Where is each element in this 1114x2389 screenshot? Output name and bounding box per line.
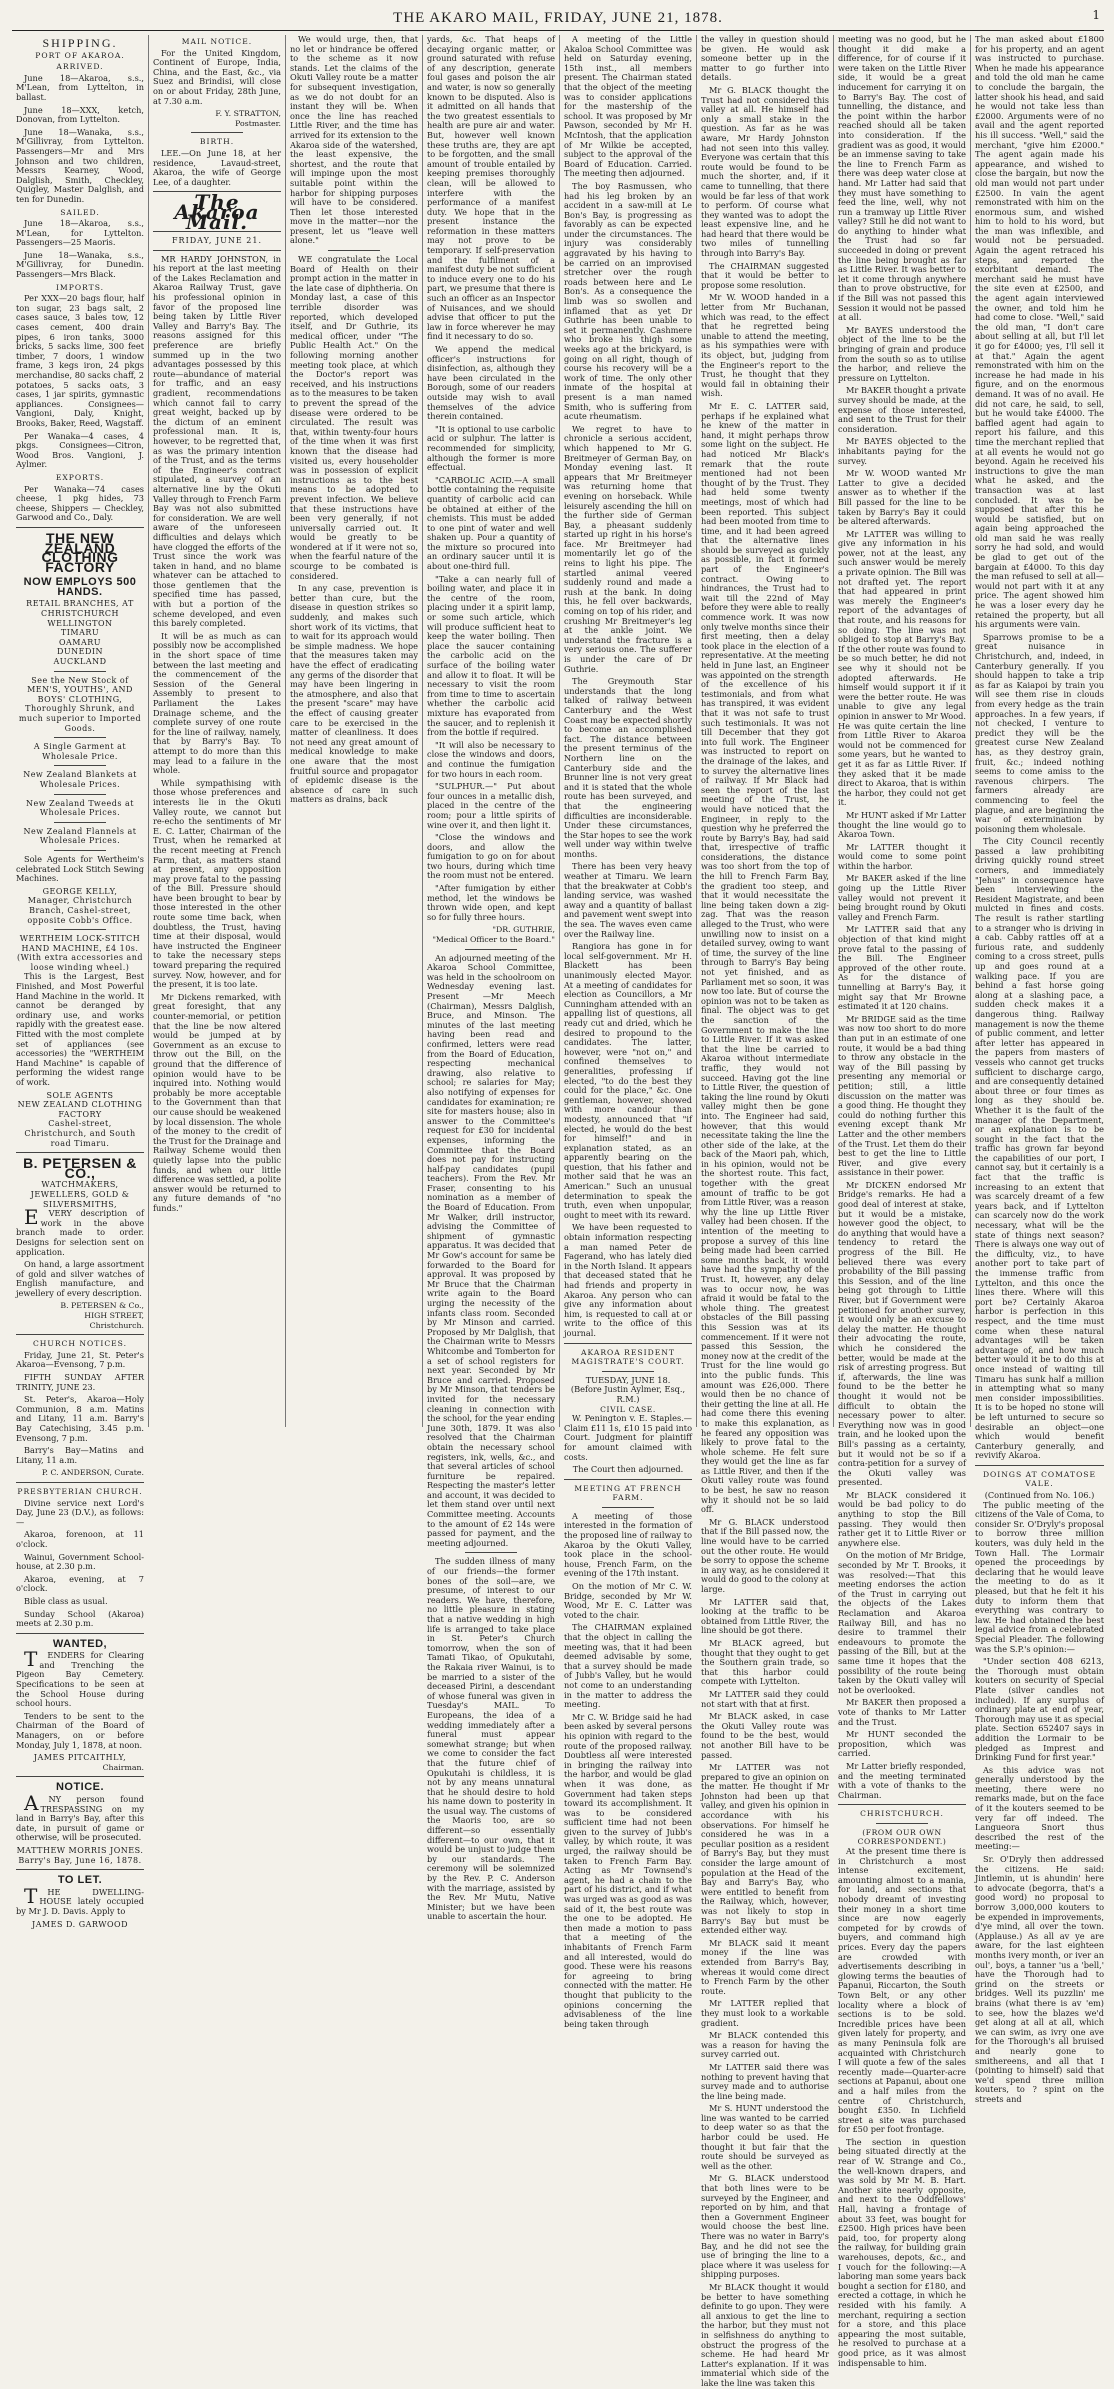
divider [54,850,105,851]
birth-notice: LEE.—On June 18, at her residence, Lavaud-street, Akaroa, the wife of George Lee, of a daughter. [153,147,281,187]
clothing-stock: See the New Stock of MEN'S, YOUTHS', AND BOYS' CLOTHING, [27,675,133,704]
tolet-body: THE DWELLING-HOUSE lately occupied by Mr J. D. Davis. Apply to [16,1883,144,1916]
port-heading: PORT OF AKAROA. [35,50,125,60]
divider [838,1804,966,1805]
presby-line-3: Wainui, Government School-house, at 2.30 p.m. [16,1551,144,1572]
court-date: TUESDAY, JUNE 18. [585,1374,671,1385]
col8-p2: Sparrows promise to be a great nuisance in Christchurch, and, indeed, in Canterbury generally. If you should happen to take a trip as far as Kaiapoi by train you will see them rise in clouds from every hedge as the train approaches. In a few years, if not checked, I venture to predict they will be the greatest curse New Zealand has, as they destroy grain, fruit, &c.; indeed nothing seems to come amiss to the ravenous chirpers. The farmers already are commencing to feel the plague, and are beginning the war of extermination by poisoning them wholesale. [975,631,1104,834]
petersen-city: Christchurch. [89,1320,144,1330]
col7-p3: Mr BAKER thought a private survey should be made, at the expense of those interested, and sent to the Trust for their consideration. [838,385,966,434]
column-5 [560,34,697,2029]
col6-p12: Mr BLACK said it meant money if the line was extended from Barry's Bay, whereas it would come direct to French Farm by the other route. [701,1937,829,1996]
tolet-signature: JAMES D. GARWOOD [31,1919,129,1929]
ff-meeting-title: MEETING AT FRENCH FARM. [574,1483,682,1503]
col4-p4: "CARBOLIC ACID.—A small bottle containing the requisite quantity of carbolic acid can be obtained at either of the chemists. This must be added to one pint of water and well shaken up. Pour a quantity of the mixture so procured into an ordinary saucer until it is about one-third full. [427,474,555,572]
col7-p10: Mr LATTER said that any objection of that kind might prove fatal to the passing of the Bill. The Engineer approved of the other route. As for the distance of tunnelling at Barry's Bay, it might say that Mr Browne estimated it at 120 chains. [838,924,966,1012]
court-before: (Before Justin Aylmer, Esq., R.M.) [570,1384,686,1404]
branch-2: WELLINGTON [47,618,113,628]
postmaster-name: F. Y. STRATTON, [215,109,281,119]
divider [465,949,516,950]
editorial-p6: WE congratulate the Local Board of Health on their prompt action in the matter in the late case of diphtheria. On Monday last, a case of this terrible disorder was reported, which developed itself, and Dr Guthrie, its medical officer, under "The Public Health Act." On the following morning another meeting took place, at which the Doctor's report was received, and his instructions as to the measures to be taken to prevent the spread of the disease were ordered to be circulated. The result was that, within twenty-four hours of the time when it was first known that the disease had visited us, every householder was in possession of explicit instructions as to the best means to be adopted to prevent infection. We believe that these instructions have been very generally, if not universally carried out. It would be greatly to be wondered at if it were not so, when the fearful nature of the scourge to be combated is considered. [290,254,418,581]
divider [54,671,105,672]
divider [328,250,379,251]
mail-notice-body: For the United Kingdom, Continent of Europe, India, China, and the East, &c., via Suez and Brindisi, will close on or about Friday, 28th June, at 7.30 a.m. [153,47,281,106]
presby-line-4: Akaroa, evening, at 7 o'clock. [16,1573,144,1594]
sailing-2: June 18—Wanaka, s.s., M'Gillivray, for Dunedin. Passengers—Mrs Black. [16,249,144,280]
sailed-heading: SAILED. [60,207,100,217]
col7-p6: Mr LATTER was willing to give any information in his power, not at the least, any such answer would be merely a private opinion. The Bill was not drafted yet. The report that had appeared in print was merely the Engineer's report of the advantages of that route, and his reasons for so doing. The line was not obliged to stop at Barry's Bay. If the other route was found to be so much better, he did not see why it should not be adopted afterwards. He himself would support it if it were the better route. He was unable to give any legal opinion in answer to Mr Wood. He was quite certain the line from Little River to Akaroa would not be commenced for some years, but he wanted to get it as far as Little River. If they asked that it be made direct to Akaroa, that is within the harbor, they could not get it. [838,528,966,808]
wertheim-body: This is the Largest, Best Finished, and Most Powerful Hand Machine in the world. It cannot be deranged by ordinary use, and works rapidly with the greatest ease. Fitted with the most complete set of appliances (see accessories) the "WERTHEIM Hand Machine" is capable of performing the widest range of work. [16,971,144,1087]
col7-p17: Mr Latter briefly responded, and the meeting terminated with a vote of thanks to the Chairman. [838,1760,966,1800]
col7-p5: Mr W. WOOD wanted Mr Latter to give a decided answer as to whether if the Bill passed for the line to be taken by Barry's Bay it could be altered afterwards. [838,468,966,527]
presby-line-6: Sunday School (Akaroa) meets at 2.30 p.m. [16,1608,144,1629]
notice-title: NOTICE. [55,1781,105,1794]
col7-p8: Mr LATTER thought it would come to some point within the harbor. [838,841,966,871]
tolet-title: TO LET. [57,1874,103,1887]
imports-heading: IMPORTS. [55,282,105,292]
manager-address: Manager, Christchurch Branch, Cashel-street, opposite Cobb's Office. [27,896,133,925]
col7-p13: Mr BLACK considered it would be bad policy to do anything to stop the Bill passing. They would then rather get it to Little River or anywhere else. [838,1489,966,1548]
sole-agents-heading: SOLE AGENTS [46,1090,114,1100]
exports-1: Per Wanaka—74 cases cheese, 1 pkg hides, 73 cheese, Shippers — Checkley, Garwood and Co., Daly. [16,483,144,523]
mail-notice-title: MAIL NOTICE. [181,37,253,46]
wanted-body-2: Tenders to be sent to the Chairman of the Board of Managers, on or before Monday, July 1, 1878, at noon. [16,1710,144,1750]
col6-p8: Mr BLACK agreed, but thought that they ought to get the Southern grain trade, so that this harbor could compete with Lyttelton. [701,1637,829,1687]
col6-p9: Mr LATTER said they could not start with that at first. [701,1688,829,1709]
divider [54,929,105,930]
arrival-1: June 18—Akaroa, s.s., M'Lean, from Lyttelton, in ballast. [16,72,144,102]
court-adjourned: The Court then adjourned. [572,1464,684,1475]
col5-p5: There has been very heavy weather at Timaru. We learn that the breakwater at Cobb's landing service, was washed away and a quantity of ballast and pavement went swept into the sea. The waves even came over the Railway line. [564,861,692,939]
col4-p11: The sudden illness of many of our friends—the former bones of the soil—are, we presume, of interest to our readers. We have, therefore, no little pleasure in stating that a native wedding in high life is arranged to take place in St. Peter's Church tomorrow, when the son of Tamati Tikao, of Opukutahi, the Rakaia river Wainui, is to be married to a sister of the deceased Pirini, a descendant of whose funeral was given in Tuesday's MAIL. To Europeans, the idea of a wedding immediately after a funeral must appear somewhat strange; but when we come to consider the fact that the future chief of Opukutahi is childless, it is not by any means unnatural that he should desire to hold his name down to posterity in the usual way. The customs of the Maoris too, are so different—so essentially different—to our own, that it would be unjust to judge them by our standards. The ceremony will be solemnized by the Rev. P. C. Anderson with the marriage, assisted by the Rev. Mr Mutu, Native Minister; but we have been unable to ascertain the hour. [427,1556,555,1922]
christchurch-title: CHRISTCHURCH. [860,1809,944,1819]
petersen-title: B. PETERSEN & CO., [23,1155,137,1181]
birth-heading: BIRTH. [199,137,235,147]
divider [16,1869,144,1870]
clothing-stock-2: Thoroughly Shrunk, and much superior to Imported Goods. [18,704,142,733]
col5-p2: The boy Rasmussen, who had his leg broken by an accident in a saw-mill at Le Bon's Bay, is progressing as favorably as can be expected under the circumstances. The injury was considerably aggravated by his having to be carried on an improvised stretcher over the rough roads between here and Le Bon's. As a consequence the limb was so swollen and inflamed that as yet Dr Guthrie has been unable to set it permanently. Cashmere who broke his thigh some weeks ago at the brickyard, is going on all right, though of course his recovery will be a work of time. The only other inmate of the hospital at present is a man named Smith, who is suffering from acute rheumatism. [564,180,692,422]
petersen-signature: B. PETERSEN & Co., [60,1301,144,1311]
col6-p18: Mr BLACK thought it would be better to have something definite to go upon. They were all anxious to get the line to the harbor, but they must not in selfishness do anything to obstruct the progress of the scheme. He had heard Mr Latter's explanation. If it was immaterial which side of the lake the line was taken this [701,2281,829,2388]
col7-p9: Mr BAKER asked if the line going up the Little River valley would not prevent it being brought round by Okuti valley and French Farm. [838,873,966,922]
col4-p7: "SULPHUR.—" Put about four ounces in a metallic dish, placed in the centre of the room; pour a little spirits of wine over it, and then light it. [427,781,555,830]
col7-p2: Mr BAYES understood the object of the line to be the bringing of grain and produce from the south so as to utilise the harbor, and relieve the pressure on Lyttelton. [838,324,966,383]
col8-p3: The City Council recently passed a law prohibiting driving quickly round street corners, and immediately "Jehus" in consequence have been interviewing the Resident Magistrate, and been mulcted in fines and costs. The result is rather startling to a stranger who is driving in a cab. Cabby rattles off at a furious rate, and suddenly coming to a cross street, pulls up and goes round at a walking pace. If you are behind a fast horse going along at a slashing pace, a sudden check makes it a dangerous thing. Railway management is now the theme of public comment, and letter after letter has appeared in the papers from masters of vessels who cannot get trucks sufficient to discharge cargo, and are consequently detained about three or four times as long as they should be. Whether it is the fault of the manager of the Department, or an explanation is to be sought in the fact that the traffic has grown far beyond the capabilities of our port, I cannot say, but it certainly is a fact that the traffic is increasing to an extent that was scarcely dreamt of a few years back, and if Lyttelton can scarcely now do the work necessary, what will be the state of things next season? There is always one way out of the difficulty, viz., to have another port to take part of the immense traffic from Lyttelton, and this once the lines there. Where will this port be? Certainly Akaroa harbor is perfection in this respect, and the time must come when these natural advantages will be taken advantage of, and how much better would it be to do this at once instead of waiting till Timaru has sunk half a million in attempting what so many men consider impossibilities. It is to be hoped no stone will be left unturned to secure so desirable an object—one which would benefit Canterbury generally, and revivify Akaroa. [975,836,1104,1461]
branch-4: OAMARU [58,637,102,647]
branch-5: DUNEDIN [56,647,104,657]
col5-p6: Rangiora has gone in for local self-government. Mr H. Blackett has been unanimously elected Mayor. At a meeting of candidates for election as Councillors, a Mr Cunningham attended with an appalling list of questions, all ready cut and dried, which he desired to propound to the candidates. The latter, however, were "not on," and confined themselves to generalities, professing if elected, "to do the best they could for the place," &c. One gentleman, however, showed with more candour than modesty, announced that "if elected, he would do the best for himself!" and in explanation stated, as an apparently bearing on the question, that his father and mother said that he was an American." Such an unusual determination to speak the truth, even when unpopular, ought to meet with its reward. [564,941,692,1220]
arrival-2: June 18—XXX, ketch, Donovan, from Lyttelton. [16,104,144,125]
postmaster-role: Postmaster. [235,118,281,128]
col7-p12: Mr DICKEN endorsed Mr Bridge's remarks. He had a good deal of interest at stake, but it would be a mistake, however good the object, to do anything that would have a tendency to retard the progress of the Bill. He believed there was every probability of the Bill passing this Session, and of the line being got through to Little River, but if Government were petitioned for another survey, it would only be an excuse to delay the matter. He thought their advocating the route, which he considered the better, would be made at the risk of arresting progress. But if, afterwards, the line was found to be the better he thought it would not be difficult to obtain the necessary power to alter. Everything now was in good train, and he looked upon the Bill's passing as a certainty, but it would not be so if a contra-petition for a survey of the Okuti valley was presented. [838,1179,966,1488]
col7-p14: On the motion of Mr Bridge, seconded by Mr T. Brooks, it was resolved:—That this meeting endorses the action of the Trust in carrying out the objects of the Lakes Reclamation and Akaroa Railway Bill, and has no desire to trammel their endeavours to promote the passing of the Bill, but at the same time it hopes that the possibility of the route being taken by the Okuti valley will not be overlooked. [838,1550,966,1695]
col6-p2: Mr G. BLACK thought the Trust had not considered this valley at all. He himself had only a small stake in the question. As far as he was aware, Mr Hardy Johnston had not seen into this valley. Everyone was certain that this route would be found to be much the shorter, and, if it came to tunnelling, that there would be far less of that work to perform. Of course what they wanted was to adopt the least expensive line, and he had heard that there would be two miles of tunnelling through into Barry's Bay. [701,84,829,259]
wanted-title: WANTED, [52,1637,108,1650]
column-1 [12,35,149,1929]
imports-1: Per XXX—20 bags flour, half ton sugar, 23 bags salt, 2 cases sauce, 3 bales tow, 12 cases cement, 400 drain pipes, 6 iron tanks, 3000 bricks, 5 sacks lime, 300 feet timber, 7 doors, 1 window frame, 3 kegs iron, 24 pkgs merchandise, 80 sacks chaff, 2 potatoes, 5 sacks oats, 3 cases, 1 jar spirits, gymnastic appliances. Consignees—Vangioni, Daly, Knight, Brooks, Baker, Reed, Wagstaff. [16,293,144,428]
col7-p16: Mr HUNT seconded the proposition, which was carried. [838,1729,966,1759]
christchurch-sub: (FROM OUR OWN CORRESPONDENT.) [857,1827,947,1847]
col6-p6: Mr G. BLACK understood that if the Bill passed now, the line would have to be carried out the other route. He would be sorry to oppose the scheme in any way, as he considered it would do good to the colony at large. [701,1516,829,1594]
col7-p4: Mr BAYES objected to the inhabitants paying for the survey. [838,436,966,466]
petersen-body-2: On hand, a large assortment of gold and silver watches of English manufacture, and jewellery of every description. [16,1259,144,1298]
arrival-3: June 18—Wanaka, s.s., M'Gillivray, from Lyttelton. Passengers—Mr and Mrs Johnson and two children, Messrs Kearney, Wood, Dalglish, Smith, Checkley, Quigley, Master Dalglish, and ten for Dunedin. [16,126,144,204]
manager-name: GEORGE KELLY, [42,886,118,896]
church-line-1: Friday, June 21, St. Peter's Akaroa—Evensong, 7 p.m. [16,1349,144,1370]
col6-p7: Mr LATTER said that, looking at the traffic to be obtained from Little River, the line should be got there. [701,1596,829,1636]
comatose-sub: (Continued from No. 106.) [984,1490,1095,1501]
comatose-p2: "Under section 408 6213, the Thorough must obtain kouters on security of Special Plate (silver candles not included). If any surplus of ordinary plate at end of year, Thorough may use it as special plate. Section 652407 says in addition the Lormair to be pledged as Imprest and Drinking Fund for first year." [975,1656,1104,1763]
col6-p15: Mr LATTER said there was nothing to prevent having that survey made and to authorise the line being made. [701,2061,829,2101]
church-line-3: St. Peter's, Akaroa—Holy Communion, 8 a.m. Matins and Litany, 11 a.m. Barry's Bay Catechising, 3.45 p.m. Evensong, 7 p.m. [16,1394,144,1443]
col4-p5: "Take a can nearly full of boiling water, and place it in the centre of the room, placing under it a spirit lamp, or some such article, which will produce sufficient heat to keep the water boiling. Then place the saucer containing the carbolic acid on the surface of the boiling water and allow it to float. It will be necessary to visit the room from time to time to ascertain whether the carbolic acid mixture has evaporated from the saucer, and to replenish it from the bottle if required. [427,573,555,738]
col5-p4: The Greymouth Star understands that the long talked of railway between Canterbury and the West Coast may be expected shortly to become an accomplished fact. The distance between the present terminus of the Northern line on the Canterbury side and the Brunner line is not very great and it is stated that the whole route has been surveyed, and that the engineering difficulties are inconsiderable. Under these circumstances, the Star hopes to see the work well under way within twelve months. [564,676,692,859]
branches-heading: RETAIL BRANCHES, AT [26,599,134,609]
divider [876,1823,927,1824]
wertheim-sub: (With extra accessories and loose winding wheel.) [16,953,144,972]
church-line-2: FIFTH SUNDAY AFTER TRINITY, JUNE 23. [16,1372,144,1392]
editorial-p4: Mr Dickens remarked, with great foresight, that any counter-memorial, or petition that the line be now altered would be jumped at by Government as an excuse to throw out the Bill, on the ground that the difference of opinion would have to be inquired into. Nothing would probably be more acceptable to the Government than that our cause should be weakened by local dissension. The whole of the money to the credit of the Trust for the Drainage and Railway Scheme would then quietly lapse into the public funds, and when our little difference was settled, a polite answer would be returned to any future demands of "no funds." [153,991,281,1213]
church-title: CHURCH NOTICES. [32,1339,128,1349]
col7-p11: Mr BRIDGE said as the time was now too short to do more than put in an estimate of one route, it would be a bad thing to throw any obstacle in the way of the Bill passing by presenting any memorial or petition; still, a little discussion on the matter was a good thing. He thought they could do nothing further this evening except thank Mr Latter and the other members of the Trust. Let them do their best to get the line to Little River, and give every assistance in their power. [838,1013,966,1178]
ff-p2: On the motion of Mr C. W. Bridge, seconded by Mr W. Wood, Mr E. C. Latter was voted to the chair. [564,1581,692,1620]
divider [153,250,281,251]
col6-p17: Mr G. BLACK understood that both lines were to be surveyed by the Engineer, and reported on by him, and that then a Government Engineer would choose the best line. There was no water in Barry's Bay, and he did not see the use of bringing the line to a place where it was useless for shipping purposes. [701,2173,829,2280]
column-3 [286,35,423,1427]
christchurch-p1: At the present time there is in Christchurch a most intense excitement, amounting almost to a mania, for land, and sections that nobody dreamt of investing their money in a short time since are now eagerly competed for by crowds of buyers, and command high prices. Every day the papers are crowded with advertisements describing in glowing terms the beauties of Papanui, Riccarton, the South Town Belt, or any other locality where a block of sections is to be sold. Incredible prices have been given lately for property, and as many Peninsula folk are acquainted with Christchurch I will quote a few of the sales recently made—Quarter-acre sections at Papanui, about one and a half miles from the centre of Christchurch, bought £350. In Lichfield street a site was purchased for £50 per foot frontage. [838,1846,966,2135]
col4-p1: yards, &c. That heaps of decaying organic matter, or ground saturated with refuse of any description, generate foul gases and poison the air and water, is now so generally known to be disputed. Also is it admitted on all hands that the two greatest essentials to health are pure air and water. But, however well known these truths are, they are apt to be forgotten, and the small amount of trouble entailed by keeping premises thoroughly clean, will be allowed to interfere with the performance of a manifest duty. We hope that in the present instance the reformation in these matters may not prove to be temporary. If self-preservation and the fulfilment of a manifest duty be not sufficient to induce every one to do his part, we presume that there is such an officer as an Inspector of Nuisances, and we should advise that officer to put the law in force wherever he may find it necessary to do so. [427,34,555,342]
wanted-body: TENDERS for Clearing and Trenching the Pigeon Bay Cemetery. Specifications to be seen at the School House during school hours. [16,1647,144,1709]
col4-p2: We append the medical officer's instructions for disinfection, as, although they have been circulated in the Borough, some of our readers outside may wish to avail themselves of the advice therein contained. [427,344,555,422]
sole-agents-line: Sole Agents for Wertheim's celebrated Lock Stitch Sewing Machines. [16,853,144,884]
divider [16,527,144,528]
divider [54,737,105,738]
col6-p16: Mr S. HUNT understood the line was wanted to be carried to deep water so as that the harbor could be used. He thought it but fair that the route should be surveyed as well as the other. [701,2103,829,2171]
divider [602,1371,653,1372]
column-2 [149,35,286,1427]
masthead: THE AKARO MAIL, FRIDAY, JUNE 21, 1878. [393,10,723,26]
col4-p9: "After fumigation by either method, let the windows be thrown wide open, and kept so for fully three hours. [427,883,555,922]
paper-date: FRIDAY, JUNE 21. [172,236,262,246]
col5-p7: We have been requested to obtain information respecting a man named Peter de Fagerand, who has lately died in the North Island. It appears that deceased stated that he had friends and property in Akaroa. Any person who can give any information about him, is requested to call at or write to the office of this journal. [564,1222,692,1338]
wanted-role: Chairman. [102,1762,144,1772]
wanted-signature: JAMES PITCAITHLY, [33,1753,127,1763]
court-civil: CIVIL CASE. [600,1404,656,1414]
wertheim-title: WERTHEIM LOCK-STITCH HAND MACHINE, £4 10s. [19,934,141,953]
imports-2: Per Wanaka—4 cases, 4 pkgs. Consignees—Citron, Wood Bros. Vangioni, J. Aylmer. [16,430,144,470]
page-number: 1 [1092,8,1100,22]
editorial-p5: We would urge, then, that no let or hindrance be offered to the scheme as it now stands. Let the claims of the Okuti Valley route be a matter for subsequent investigation, as we do not doubt for an instant they will be. When once the line has reached Little River, and the time has arrived for its extension to the Akaroa side of the watershed, the least expensive, the shortest, and the route that will impinge upon the most suitable point within the harbor for shipping purposes will have to be considered. Then let those interested move in the matter—nor the present, let us "leave well alone." [290,34,418,246]
flannels-line: New Zealand Flannels at Wholesale Prices. [23,826,137,846]
petersen-sub: WATCHMAKERS, JEWELLERS, GOLD & SILVERSMITHS, [30,1180,130,1209]
divider [602,1507,653,1508]
col6-p4: Mr W. WOOD handed in a letter from Mr Buchanan, which was read, to the effect that he regretted being unable to attend the meeting, as his sympathies were with its object, but, judging from the Engineer's report to the Trust, he thought that they would fail in obtaining their wish. [701,292,829,399]
divider [54,765,105,766]
col4-p6: "It will also be necessary to close the windows and doors, and continue the fumigation for two hours in each room. [427,739,555,779]
presby-line-2: Akaroa, forenoon, at 11 o'clock. [16,1529,144,1549]
divider [16,1482,144,1483]
col4-p10: An adjourned meeting of the Akaroa School Committee, was held in the schoolroom on Wednesday evening last. Present —Mr Meech (Chairman), Messrs Dalglish, Bruce, and Minson. The minutes of the last meeting having been read and confirmed, letters were read from the Board of Education, respecting mechanical drawing, also relative to school; re salaries for May; also notifying of expenses for candidates for examination; re site for masters house; also in answer to the Committee's request for £30 for incidental expenses, informing the Committee that the Board does not pay for instructing half-pay candidates (pupil teachers). From the Rev. Mr Fraser, consenting to his nomination as a member of the Board of Education. From Mr Walker, drill instructor, advising the Committee of shipment of gymnastic apparatus. It was decided that Mr Gow's account for same be forwarded to the Board for approval. It was proposed by Mr Bruce that the Chairman write again to the Board urging the necessity of the infants class room. Seconded by Mr Minson and carried. Proposed by Mr Dalglish, that the Chairman write to Messrs Whitcombe and Tomberton for a set of school registers for next year. Seconded by Mr Bruce and carried. Proposed by Mr Minson, that tenders be invited for the necessary cleaning in connection with the school, for the year ending June 30th, 1879. It was also resolved that the Chairman obtain the necessary school registers, ink, wells, &c., and that several articles of school furniture be repaired. Respecting the master's letter and account, it was decided to let them stand over until next Committee meeting. Accounts to the amount of £2 14s were passed for payment, and the meeting adjourned. [427,952,555,1548]
arrived-heading: ARRIVED. [56,62,104,72]
col7-p15: Mr BAKER then proposed a vote of thanks to Mr Latter and the Trust. [838,1697,966,1727]
column-4 [423,34,560,1922]
comatose-p4: Sr. O'Dryly then addressed the citizens. He said: Jintlemin, ut is ahundin' here to advocate (begorra, that's a good word) no proposal to borrow 3,000,000 kouters to be expended in improvements, d'ye mind, all over the town. (Applause.) As all av ye are aware, for the last eighteen months ivery month, or iver an oul', boys, a tanner 'us a 'bell,' have the Thorough had to grind on the streets or bridges. Well its puzzlin' me brains (what there is av 'em) to see, how the blazes we'd get along at all at all, which we can swim, as ivry one ave for the Thorough's all bruised and nearly gone to smithereens, and all that I (pointing to himself) said that we'd spend three million kouters, to ? spint on the streets and [975,1854,1104,2104]
notice-body: ANY person found TRESPASSING on my land in Barry's Bay, after this date, in pursuit of game or otherwise, will be prosecuted. [16,1791,144,1843]
church-line-4: Barry's Bay—Matins and Litany, 11 a.m. [16,1445,144,1465]
col6-p11: Mr LATTER was not prepared to give an opinion on the matter. He thought if Mr Johnston had been up that valley, and given his opinion in accordance with his observations. For himself he considered he was in a peculiar position as a resident of Barry's Bay, but they must consider the large amount of population at the Head of the Bay and Barry's Bay, who were entitled to benefit from the Railway, which, however, was not likely to stop in Barry's Bay but must be extended either way. [701,1762,829,1936]
col5-p3: We regret to have to chronicle a serious accident, which happened to Mr G. Breitmeyer of German Bay, on Monday evening last. It appears that Mr Breitmeyer was returning home that evening on horseback. While leisurely ascending the hill on the further side of German Bay, a pheasant suddenly started up right in his horse's face. Mr Breitmeyer had momentarily let go of the reins to light his pipe. The startled animal veered suddenly round and made a rush at the bank. In doing this, he fell over backwards, coming on top of his rider, and crushing Mr Breitmeyer's leg at the ankle joint. We understand the fracture is a very serious one. The sufferer is under the care of Dr Guthrie. [564,423,692,674]
court-title: AKAROA RESIDENT MAGISTRATE'S COURT. [571,1347,685,1367]
comatose-title: DOINGS AT COMATOSE VALE. [982,1469,1097,1489]
branch-3: TIMARU [60,628,100,638]
col7-p7: Mr HUNT asked if Mr Latter thought the line would go to Akaroa Town. [838,809,966,840]
comatose-p3: As this advice was not generally understood by the meeting, there were no remarks made, but on the face of it the kouters seemed to be very far off indeed. The Langueora Snort thus described the rest of the meeting:— [975,1764,1104,1852]
shipping-title: SHIPPING. [42,36,118,50]
divider [564,1343,692,1344]
col6-p3: The CHAIRMAN suggested that it would be better to propose some resolution. [701,260,829,290]
divider [16,1776,144,1777]
column-6 [697,34,834,2388]
col6-p1: the valley in question should be given. He would ask someone better up in the matter to go further into details. [701,34,829,83]
clothing-title: THE NEW ZEALAND CLOTHING FACTORY [41,529,119,575]
divider [975,1465,1104,1466]
court-body: W. Penington v. E. Staples.—Claim £11 1s, £10 15 paid into Court. Judgment for plaintiff for amount claimed with costs. [564,1413,692,1462]
divider [465,1552,516,1553]
notice-signature: MATTHEW MORRIS JONES. [16,1845,144,1855]
blankets-line: New Zealand Blankets at Wholesale Prices. [23,770,137,789]
doctor-signature: "DR. GUTHRIE, [492,925,555,935]
column-7 [834,34,971,2368]
paper-title: The Akaroa Mail. [174,190,260,234]
divider [16,1152,144,1153]
col6-p5: Mr E. C. LATTER said, perhaps if he explained what he knew of the matter in hand, it might perhaps throw some light on the subject. He had noticed Mr Black's remark that the route mentioned had not been thought of by the Trust. They had held some twenty meetings, most of which had been reported. This subject had been mooted from time to time, and it had been agreed that the alternative lines should be surveyed as quickly as possible, in fact it formed part of the Engineer's contract. Owing to hindrances, the Trust had to wait till the 22nd of May before they were able to really commence work. It was now only twelve months since their first meeting, then a delay took place in the election of a representative. At the meeting held in June last, an Engineer was appointed on the strength of the excellence of his testimonials, and from what has transpired, it was evident that it was not safe to trust such testimonials. It was not till December that they got into full work. The Engineer was instructed to report on the drainage of the lakes, and to survey the alternative lines of railway. If Mr Black had seen the report of the last meeting of the Trust, he would have noticed that the Engineer, in reply to the question why he preferred the route by Barry's Bay, had said that, irrespective of traffic considerations, the distance was too short from the top of the hill to French Farm Bay, the gradient too steep, and that it would necessitate the line being taken down a zig-zag. That was the reason alleged to the Trust, who were unwilling now to insist on a detailed survey, owing to want of time, the survey of the line through to Barry's Bay being not yet finished, and as Parliament met so soon, it was now too late. But of course the opinion was not to be taken as final. The object was to get the sanction of the Government to make the line to Little River. If it was asked that the line be carried to Akaroa without intermediate traffic, they would not succeed. Having got the line to Little River, the question of taking the line round by Okuti valley might then be gone into. The Engineer had said, however, that this would necessitate taking the line the other side of the lake, at the back of the Maori pah, which, in his opinion, would not be the shortest route. This fact, together with the great amount of traffic to be got from Little River, was a reason why the line up Little River valley had been chosen. If the intention of the meeting to propose a survey of this line being made had been carried some months back, it would have had the sympathy of the Trust. It, however, any delay was to occur now, he was afraid it would be fatal to the whole thing. The greatest obstacles of the Bill passing this Session was at its commencement. If it were not passed this Session, the money now at the credit of the Trust for the line would go into the public funds. This amount was £26,000. There would then be no chance of their getting the line at all. He had come there this evening to make this explanation, as he feared any opposition was likely to prove fatal to the whole scheme. He felt sure they would get the line as far as Little River, and then if the Okuti valley route was found to be best, he saw no reason why it should not be so laid off. [701,400,829,1515]
editorial-p3: While sympathising with those whose preferences and interests lie in the Okuti Valley route, we cannot but re-echo the sentiments of Mr E. C. Latter, Chairman of the Trust, when he remarked at the recent meeting at French Farm, that, as matters stand at present, any opposition may prove fatal to the passing of the Bill. Pressure should have been brought to bear by those interested in the other route some time back, when doubtless, the Trust, having time at their disposal, would have instructed the Engineer to take the necessary steps toward preparing the required survey. Now, however, and for the present, it is too late. [153,777,281,990]
exports-heading: EXPORTS. [55,472,105,482]
garment-line: A Single Garment at Wholesale Price. [33,742,127,761]
col4-p3: "It is optional to use carbolic acid or sulphur. The latter is recommended for simplicity, although the former is more effectual. [427,423,555,473]
divider [16,1633,144,1634]
ff-p3: The CHAIRMAN explained that the object in calling the meeting was, that it had been deemed advisable by some, that a survey should be made of Jubb's Valley, but he would not come to an understanding in the matter to address the meeting. [564,1622,692,1710]
petersen-body: EVERY description of work in the above branch made to order. Designs for selection sent on application. [16,1205,144,1257]
divider [564,1479,692,1480]
masthead-rule [12,30,1104,31]
divider [16,1334,144,1335]
sailing-1: June 18—Akaroa, s.s., M'Lean, for Lyttelton. Passengers—25 Maoris. [16,218,144,248]
notice-date: Barry's Bay, June 16, 1878. [18,1855,142,1865]
clothing-employs: NOW EMPLOYS 500 HANDS. [23,576,137,598]
doctor-role: "Medical Officer to the Board." [432,935,555,945]
sole-agents-name: NEW ZEALAND CLOTHING FACTORY [17,1100,143,1119]
presby-line-5: Bible class as usual. [24,1595,108,1606]
branch-6: AUCKLAND [53,657,107,667]
divider [54,822,105,823]
col7-p1: meeting was no good, but he thought it did make a difference, for of course if it were taken on the Little River side, it would be a great inducement for carrying it on to Barry's Bay. The cost of tunnelling, the distance, and the point within the harbor reached should all be taken into consideration. If the gradient was as good, it would be an immense saving to take the line to French Farm as there was deep water close at hand. Mr Latter had said that they must have something to feed the line, well, why not run a tramway up Little River valley? Still he did not want to do anything to hinder what the Trust had so far succeeded in doing or prevent the line being brought as far as Little River. It was better to let it come through anywhere than to prove obstructive, for if the Bill was not passed this Session it would not be passed at all. [838,34,966,323]
divider [54,794,105,795]
petersen-street: HIGH STREET, [84,1311,144,1321]
col6-p13: Mr LATTER replied that they must look to a workable gradient. [701,1998,829,2028]
col4-p8: "Close the windows and doors, and allow the fumigation to go on for about two hours, during which time the room must not be entered. [427,832,555,881]
ff-p4: Mr C. W. Bridge said he had been asked by several persons his opinion with regard to the route of the proposed railway. Doubtless all were interested in bringing the railway into the harbor, and would be glad when it was done, as Government had taken steps toward its accomplishment. It was to be considered sufficient time had not been given to the survey of Jubb's valley, by which route, it was urged, the railway should be taken to French Farm Bay. Acting as Mr Townsend's agent, he had a chain to the part of his district, and if what was urged was as good as was said of it, the best route was the one to be adopted. He then made a motion to pass that a meeting of the inhabitants of French Farm and all interested, would do good. These were his reasons for agreeing to bring connected with the matter. He thought that publicity to the opinions concerning the advisableness of the line being taken through [564,1711,692,2029]
col6-p10: Mr BLACK asked, in case the Okuti Valley route was found to be the best, would not another Bill have to be passed. [701,1711,829,1760]
editorial-p2: It will be as much as can possibly now be accomplished in the short space of time between the last meeting and the commencement of the Session of the General Assembly to present to Parliament the Lakes Drainage scheme, and the complete survey of one route for the line of railway, namely, that by Barry's Bay. To attempt to do more than this may lead to a failure in the whole. [153,630,281,776]
col5-p1: A meeting of the Little Akaloa School Committee was held on Saturday evening, 15th inst., all members present. The Chairman stated that the object of the meeting was to consider applications for the mastership of the school. It was proposed by Mr Pawson, seconded by Mr H. McIntosh, that the application of Mr Wilkie be accepted, subject to the approval of the Board of Education. Carried. The meeting then adjourned. [564,34,692,179]
col6-p14: Mr BLACK contended this was a reason for having the survey carried out. [701,2030,829,2060]
tweeds-line: New Zealand Tweeds at Wholesale Prices. [26,798,134,818]
columns [12,34,1104,2388]
ff-p1: A meeting of those interested in the formation of the proposed line of railway to Akaroa by the Okuti Valley, took place in the school-house, French Farm, on the evening of the 17th instant. [564,1510,692,1579]
presby-line-1: Divine service next Lord's Day, June 23 (D.V.), as follows:— [16,1497,144,1527]
col8-p1: The man asked about £1800 for his property, and an agent was instructed to purchase. When he made his appearance and told the old man he came to conclude the bargain, the latter shook his head, and said he would not take less than £2000. Arguments were of no avail and the agent reported his ill success. "Well," said the merchant, "give him £2000." The agent again made his appearance, and wished to close the bargain, but now the old man would not part under £2500. In vain the agent remonstrated with him on the enormous sum, and wished him to hold to his word, but the man was inflexible, and would not be persuaded. Again the agent retraced his steps, and reported the exorbitant demand. The merchant said he must have the site even at £2500, and the agent again interviewed the owner, and told him he had come to close. "Well," said the old man, "I don't care about selling at all, but I'll let it go for £4000; yes, I'll sell it at that." Again the agent remonstrated with him on the increase he had made in his figure, and on the enormous demand. It was of no avail. He did not care, he said, to sell, but he would take £4000. The baffled agent had again to report his failure, and this time the merchant replied that at all events he would not go beyond. Again he received his instructions to give the man what he asked, and the transaction was at last concluded. It was to be supposed that after this he would be satisfied, but on again being approached the old man said he was really sorry he had sold, and would be glad to get out of the bargain at £4000. To this day the man refused to sell at all—would not part with it at any price. The agent showed him he was a loser every day he retained the property, but all his arguments were vain. [975,34,1104,630]
christchurch-p2: The section in question being situated directly at the rear of W. Strange and Co., the well-known drapers, and was sold by Mr M. B. Hart. Another site nearly opposite, and next to the Oddfellows' Hall, having a frontage of about 33 feet, was bought for £2500. High prices have been paid, too, for property along the railway, for building grain warehouses, depots, &c., and I vouch for the following:—A laboring man some years back bought a section for £180, and erected a cottage, in which he resided with his family. A merchant, requiring a section for a store, and this place appearing the most suitable, he resolved to purchase at a good price, as it was almost indispensable to him. [838,2136,966,2368]
presby-title: PRESBYTERIAN CHURCH. [17,1486,143,1496]
column-8 [971,34,1108,2104]
church-signature: P. C. ANDERSON, Curate. [41,1468,144,1478]
divider [191,132,242,133]
sole-agents-address: Cashel-street, Christchurch, and South road Timaru. [24,1119,136,1148]
branch-1: CHRISTCHURCH [40,609,120,619]
comatose-p1: The public meeting of the citizens of the Vale of Coma, to consider Sr. O'Dryly's proposal to borrow three million kouters, was duly held in the Town Hall. The Lormair opened the proceedings by declaring that he would leave the meeting to do as it pleased, but that he felt it his duty to inform them that everything was contrary to law. He had obtained the best legal advice from a celebrated Special Pleader. The following was the S.P.'s opinion:— [975,1499,1104,1654]
editorial-p1: MR HARDY JOHNSTON, in his report at the last meeting of the Lakes Reclamation and Akaroa Railway Trust, gave his professional opinion in favor of the proposed line being taken by Little River Valley and Barry's Bay. The reasons assigned for this preference are briefly summed up in the two advantages possessed by this route—abundance of material for traffic, and an easy gradient, recommendations which cannot fail to carry great weight, backed up by the dictum of an eminent professional man. It is, however, to be regretted that, as was the primary intention of the Trust, and as the terms of the Engineer's contract stipulated, a survey of an alternative line by the Okuti Valley through to French Farm Bay was not also submitted for consideration. We are well aware of the unforeseen difficulties and delays which have clogged the efforts of the Trust since the work was taken in hand, and no blame whatever can be attached to those gentlemen that the specified time has passed, with but a portion of the scheme developed, and even this barely completed. [153,253,281,629]
editorial-p7: In any case, prevention is better than cure, but the disease in question strikes so suddenly, and makes such short work of its victims, that to wait for its approach would be simple madness. We hope that the measures taken may have the effect of eradicating any germs of the disorder that may have been lingering in the atmosphere, and also that the present "scare" may have the effect of causing greater care to be exercised in the matter of cleanliness. It does not need any great amount of medical knowledge to make one aware that the most fruitful source and propagator of epidemic disease is the absence of care in such matters as drains, back [290,583,418,805]
